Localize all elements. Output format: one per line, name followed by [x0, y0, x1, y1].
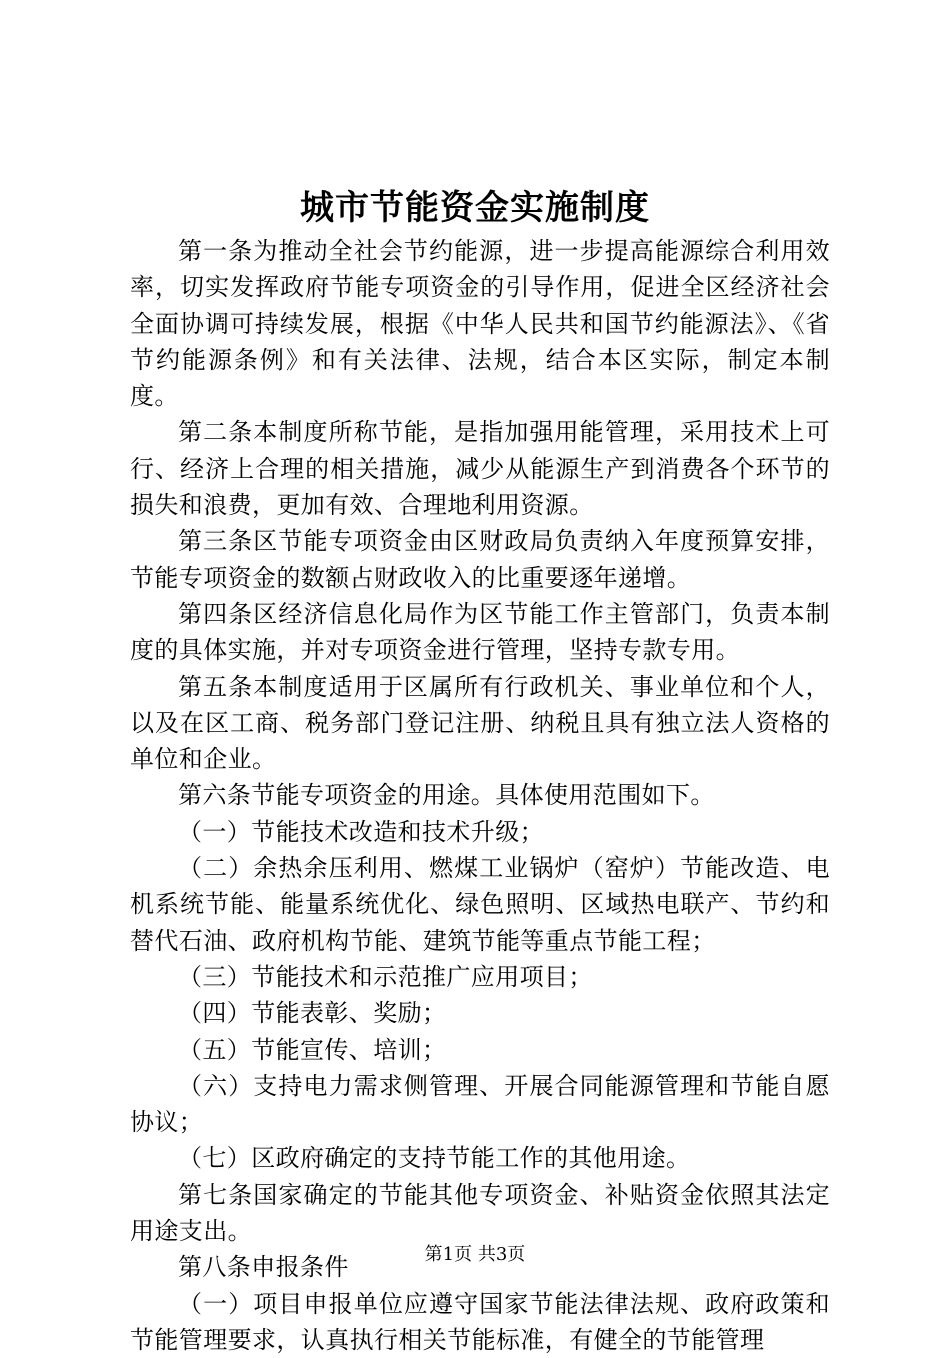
- list-item-6-2: （二）余热余压利用、燃煤工业锅炉（窑炉）节能改造、电机系统节能、能量系统优化、绿色照明、区域热电联产、节约和替代石油、政府机构节能、建筑节能等重点节能工程；: [130, 854, 830, 955]
- paragraph-article-3: 第三条区节能专项资金由区财政局负责纳入年度预算安排，节能专项资金的数额占财政收入的比重要逐年递增。: [130, 527, 830, 592]
- paragraph-article-6: 第六条节能专项资金的用途。具体使用范围如下。: [178, 781, 715, 810]
- paragraph-article-4: 第四条区经济信息化局作为区节能工作主管部门，负责本制度的具体实施，并对专项资金进行管理，坚持专款专用。: [130, 599, 830, 665]
- paragraph-article-8: 第八条申报条件: [178, 1253, 349, 1282]
- list-item-6-5: （五）节能宣传、培训；: [178, 1035, 447, 1064]
- page-footer: 第1页 共3页: [424, 1244, 526, 1265]
- list-item-6-1: （一）节能技术改造和技术升级；: [178, 817, 544, 846]
- paragraph-article-5: 第五条本制度适用于区属所有行政机关、事业单位和个人，以及在区工商、税务部门登记注册、纳税且具有独立法人资格的单位和企业。: [130, 672, 830, 774]
- list-item-6-3: （三）节能技术和示范推广应用项目；: [178, 962, 593, 991]
- paragraph-article-2: 第二条本制度所称节能，是指加强用能管理，采用技术上可行、经济上合理的相关措施，减少从能源生产到消费各个环节的损失和浪费，更加有效、合理地利用资源。: [130, 418, 830, 520]
- list-item-6-6: （六）支持电力需求侧管理、开展合同能源管理和节能自愿协议；: [130, 1071, 830, 1137]
- paragraph-article-1: 第一条为推动全社会节约能源，进一步提高能源综合利用效率，切实发挥政府节能专项资金的引导作用，促进全区经济社会全面协调可持续发展，根据《中华人民共和国节约能源法》、《省节约能源条例》和有关法律、法规，结合本区实际，制定本制度。: [130, 237, 830, 411]
- list-item-6-4: （四）节能表彰、奖励；: [178, 999, 447, 1028]
- list-item-8-1: （一）项目申报单位应遵守国家节能法律法规、政府政策和节能管理要求，认真执行相关节能标准，有健全的节能管理: [130, 1289, 830, 1354]
- list-item-6-7: （七）区政府确定的支持节能工作的其他用途。: [178, 1144, 691, 1173]
- document-title: 城市节能资金实施制度: [300, 188, 650, 228]
- paragraph-article-7: 第七条国家确定的节能其他专项资金、补贴资金依照其法定用途支出。: [130, 1180, 830, 1246]
- document-body: [130, 233, 830, 1358]
